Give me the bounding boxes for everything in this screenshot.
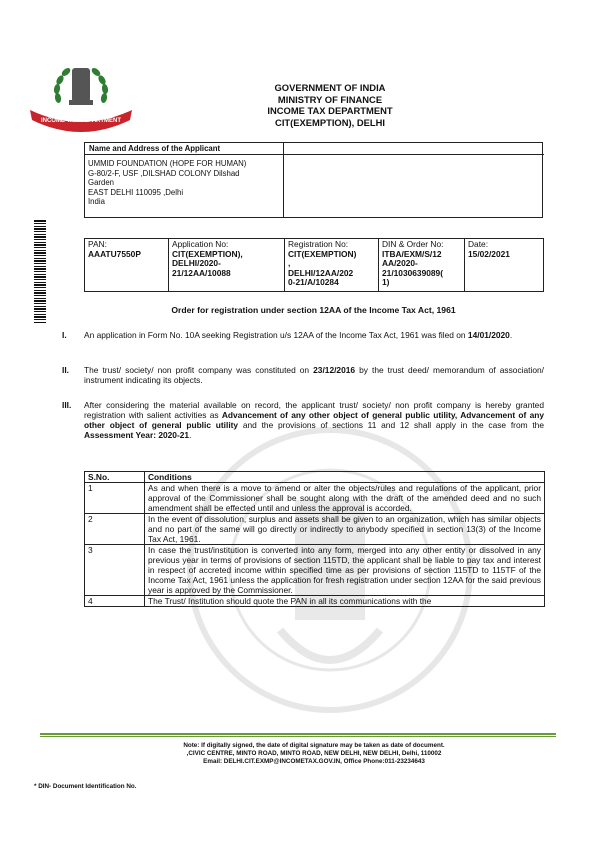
paragraph-text: by the trust deed/ memorandum of association/ instrument indicating its objects.: [84, 365, 544, 385]
order-title: Order for registration under section 12AA of the Income Tax Act, 1961: [171, 305, 456, 315]
logo-banner-text: INCOME TAX DEPARTMENT: [40, 118, 122, 124]
table-row: [85, 596, 545, 607]
conditions-column-header: Conditions: [145, 472, 545, 483]
paragraph-number: III.: [62, 400, 72, 410]
address-line: India: [88, 197, 105, 206]
salient-activities: Advancement of any other object of general public utility, Advancement of any other object of general public utility: [84, 410, 544, 430]
date-value: 15/02/2021: [468, 248, 510, 259]
table-row: [85, 483, 545, 514]
header-line-ministry: MINISTRY OF FINANCE: [277, 93, 383, 105]
paragraph-text: The trust/ society/ non profit company was constituted on: [84, 365, 314, 375]
income-tax-department-logo-icon: [26, 62, 136, 134]
din-order-value: ITBA/EXM/S/12: [382, 248, 442, 259]
registration-no-cell: [285, 239, 379, 292]
constitution-date: 23/12/2016: [313, 365, 356, 375]
condition-number: 2: [85, 514, 145, 545]
condition-text: The Trust/ Institution should quote the PAN in all its communications with the: [145, 596, 545, 607]
paragraph-text: and the provisions of sections 11 and 12 shall apply in the case from the: [238, 420, 544, 430]
condition-number: 3: [85, 545, 145, 596]
table-row: [85, 514, 545, 545]
assessment-year: Assessment Year: 2020-21: [84, 430, 190, 440]
header-line-government: GOVERNMENT OF INDIA: [274, 82, 386, 93]
pan-cell: [85, 239, 169, 292]
conditions-table: [84, 471, 545, 607]
conditions-header-row: [85, 472, 545, 483]
footer-note: Note: If digitally signed, the date of digital signature may be taken as date of document.: [183, 742, 445, 749]
din-order-value: 21/1030639089(: [382, 267, 444, 278]
sno-column-header: S.No.: [85, 472, 145, 483]
registration-info-table: [84, 238, 544, 292]
address-line: EAST DELHI 110095 ,Delhi: [88, 187, 184, 197]
header-line-office: CIT(EXEMPTION), DELHI: [275, 116, 385, 128]
din-order-cell: [379, 239, 465, 292]
address-line: G-80/2-F, USF ,DILSHAD COLONY Dilshad: [88, 168, 240, 178]
pan-label: PAN:: [88, 239, 107, 249]
paragraph-text: .: [189, 430, 192, 440]
condition-number: 4: [85, 596, 145, 607]
date-cell: [465, 239, 544, 292]
date-label: Date:: [468, 239, 489, 249]
footer-divider: [40, 733, 556, 738]
application-no-value: 21/12AA/10088: [172, 267, 231, 278]
paragraph-number: I.: [62, 330, 67, 340]
din-order-value: 1): [382, 277, 390, 287]
table-row: [85, 545, 545, 596]
registration-no-value: DELHI/12AA/202: [288, 267, 354, 278]
registration-no-value: ,: [288, 258, 291, 268]
address-line: Garden: [88, 178, 115, 187]
footer-office-address: ,CIVIC CENTRE, MINTO ROAD, MINTO ROAD, NEW DELHI, NEW DELHI, Delhi, 110002: [186, 750, 442, 757]
paragraph-3: [62, 400, 544, 440]
registration-no-label: Registration No:: [288, 239, 349, 249]
application-no-value: DELHI/2020-: [172, 258, 221, 268]
applicant-heading: Name and Address of the Applicant: [85, 143, 544, 155]
condition-number: 1: [85, 483, 145, 514]
din-footnote: * DIN- Document Identification No.: [34, 783, 137, 790]
government-header: [200, 82, 460, 128]
paragraph-number: II.: [62, 365, 69, 375]
application-no-label: Application No:: [172, 239, 229, 249]
din-order-label: DIN & Order No:: [382, 239, 444, 249]
header-line-department: INCOME TAX DEPARTMENT: [267, 105, 393, 116]
paragraph-text: After considering the material available on record, the applicant trust/ society/ non profit company is hereby granted registration with salient activities as: [84, 400, 544, 420]
registration-no-value: 0-21/A/10284: [288, 277, 339, 287]
address-line: UMMID FOUNDATION (HOPE FOR HUMAN): [88, 159, 247, 168]
pan-value: AAATU7550P: [88, 248, 141, 259]
applicant-address: [88, 159, 284, 207]
condition-text: As and when there is a move to amend or alter the objects/rules and regulations of the applicant, prior approval of the Commissioner shall be sought along with the draft of the amended deed and no such amendment shall be effected until and unless the approval is accorded.: [145, 483, 545, 514]
paragraph-1: [62, 330, 544, 340]
application-no-cell: [169, 239, 285, 292]
registration-no-value: CIT(EXEMPTION): [288, 248, 357, 259]
filing-date: 14/01/2020: [467, 330, 510, 340]
footer-contact: Email: DELHI.CIT.EXMP@INCOMETAX.GOV.IN, Office Phone:011-23234643: [203, 758, 425, 765]
paragraph-text: .: [509, 330, 513, 340]
condition-text: In the event of dissolution, surplus and assets shall be given to an organization, which has similar objects and no part of the same will go directly or indirectly to anybody specified in section 13(3) of the Income Tax Act, 1961.: [145, 514, 545, 545]
barcode-icon: [34, 220, 46, 324]
application-no-value: CIT(EXEMPTION),: [172, 248, 243, 259]
din-order-value: AA/2020-: [382, 258, 418, 268]
applicant-box: [84, 142, 543, 218]
paragraph-2: [62, 365, 544, 385]
condition-text: In case the trust/institution is converted into any form, merged into any other entity or dissolved in any previous year in terms of provisions of section 115TD, the applicant shall be liable to pay tax and interest in respect of accreted income within specified time as per provisions of section 115TD to 115TF of the Income Tax Act, 1961 unless the application for fresh registration under section 12AA for the said previous year is approved by the Commissioner.: [145, 545, 545, 596]
paragraph-text: An application in Form No. 10A seeking Registration u/s 12AA of the Income Tax Act, 1961 was filed on: [84, 330, 468, 340]
footer-address: [84, 742, 544, 766]
